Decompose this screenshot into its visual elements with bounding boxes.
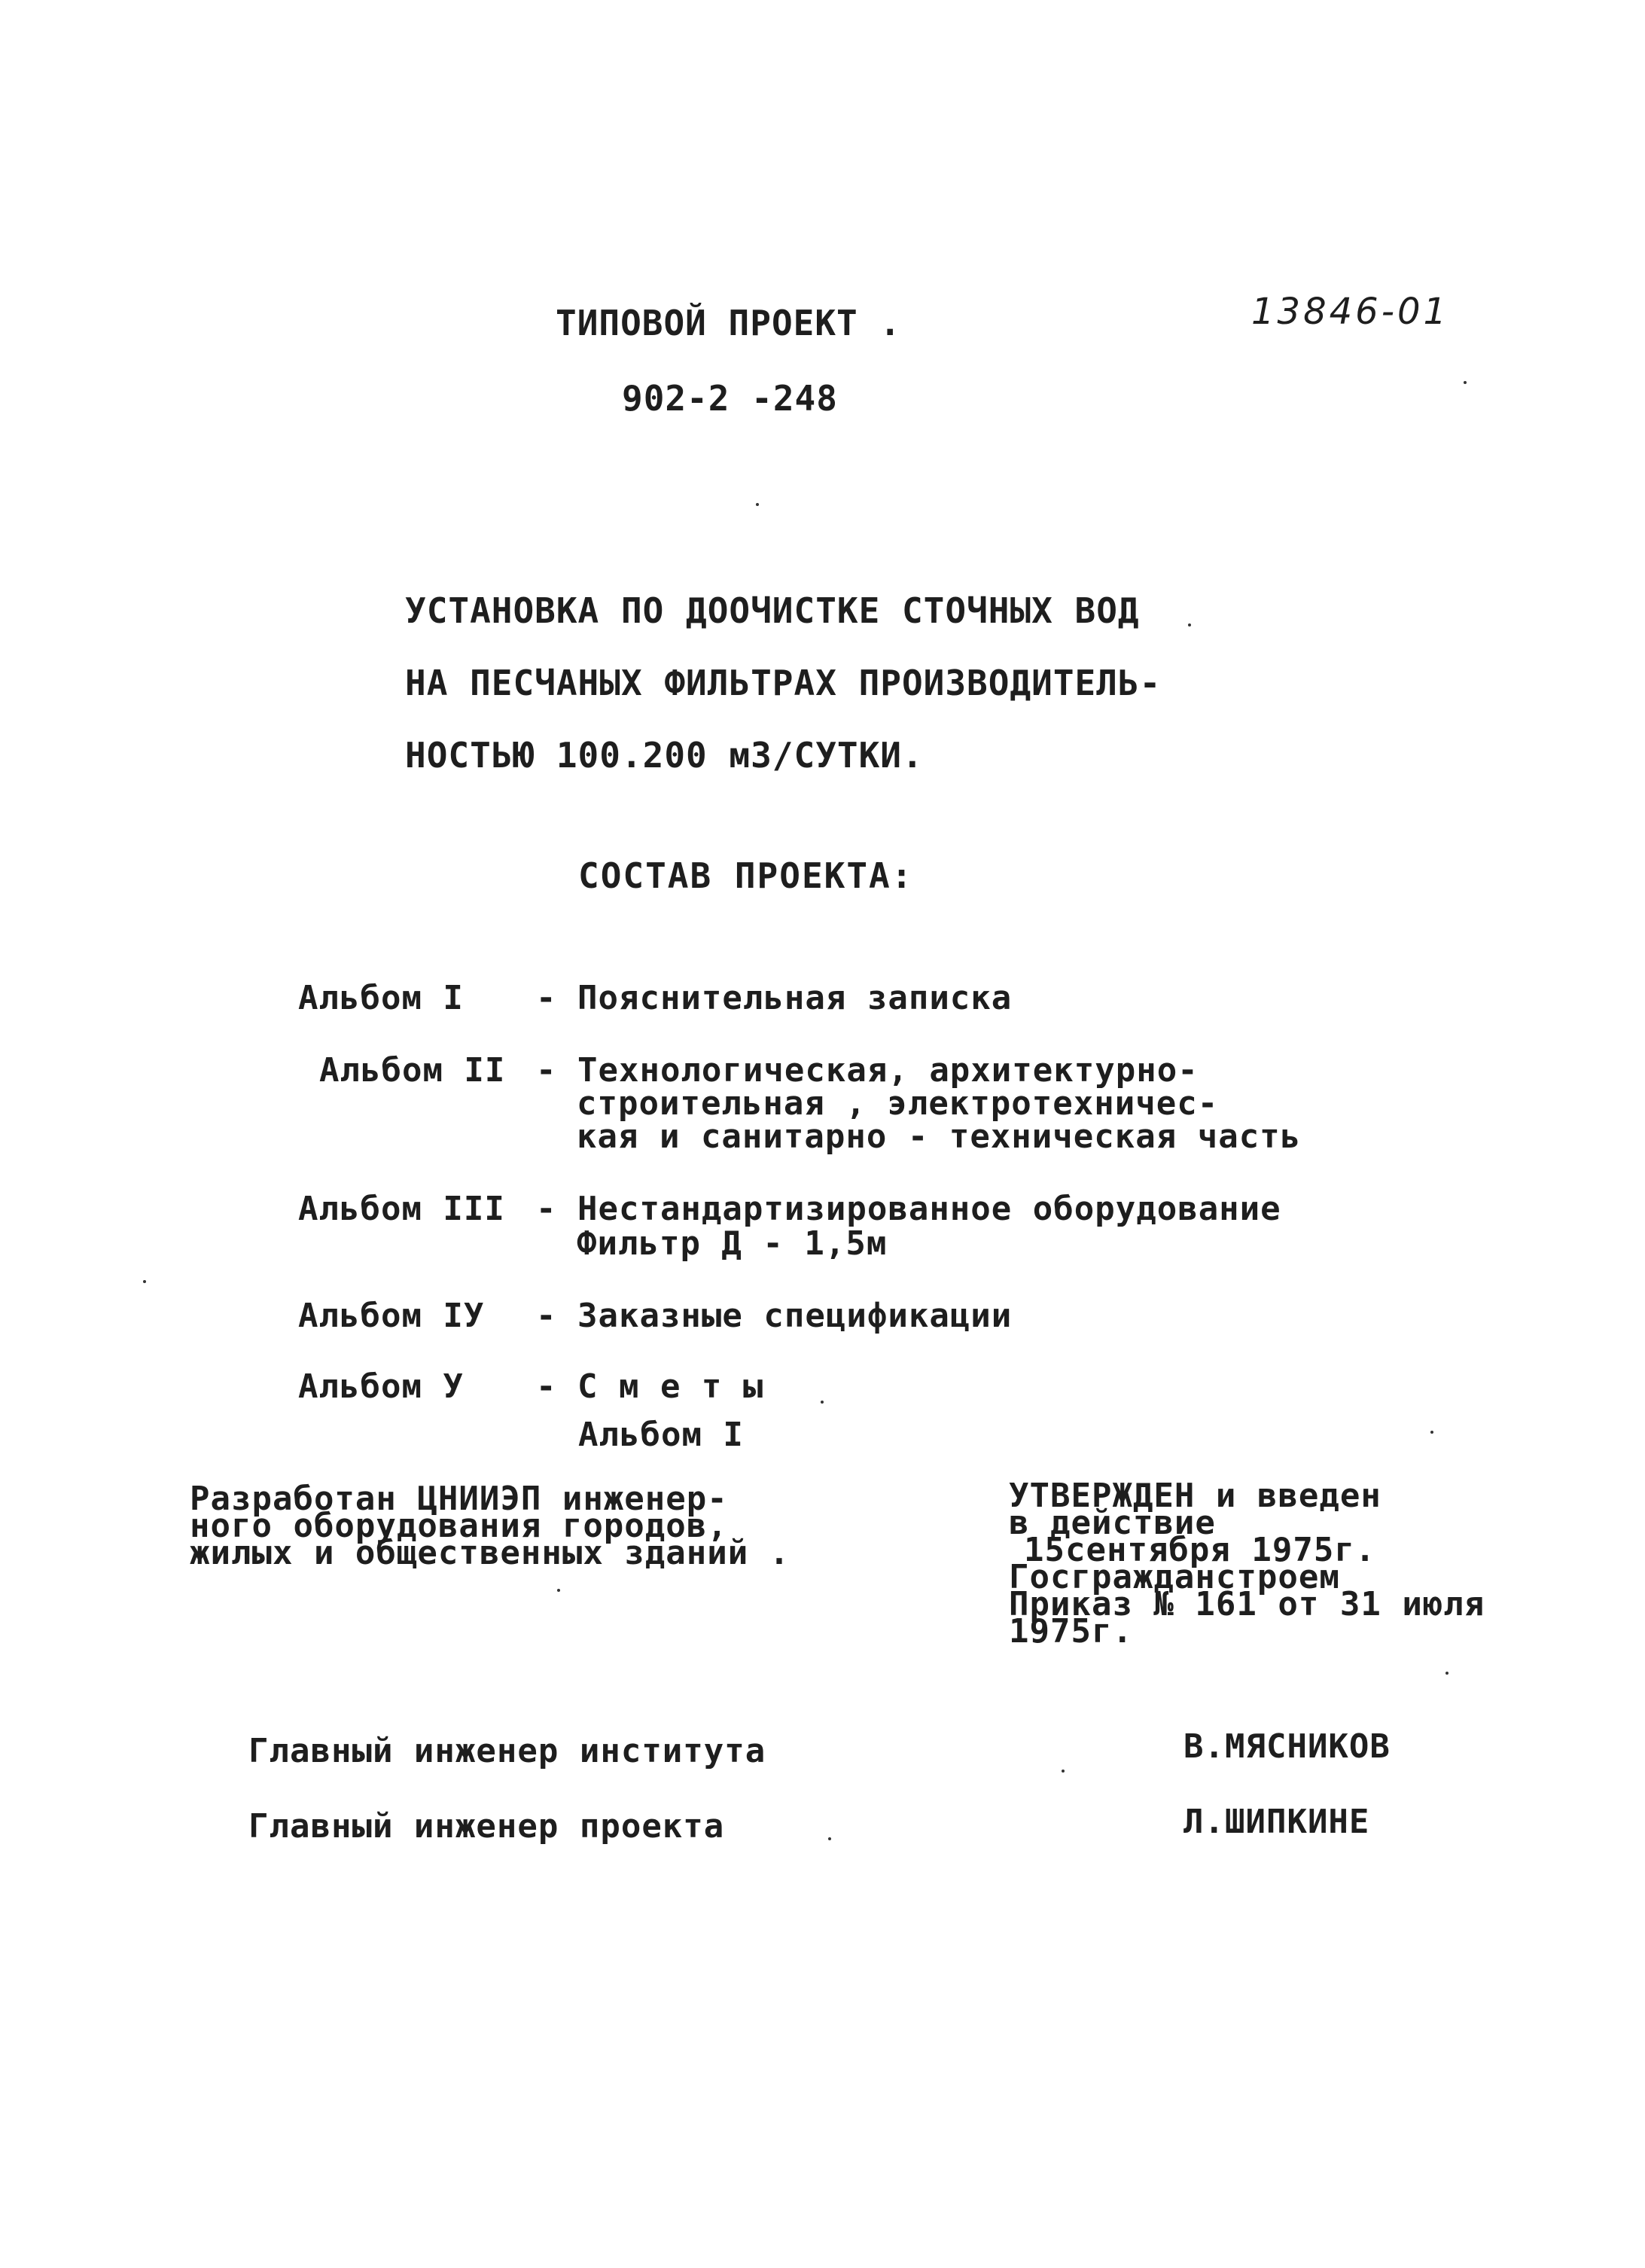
scan-speck <box>1445 1672 1449 1675</box>
approval-line: УТВЕРЖДЕН и введен <box>1009 1477 1381 1515</box>
album-description: - С м е т ы <box>536 1367 764 1406</box>
signature-name: В.МЯСНИКОВ <box>1183 1727 1391 1766</box>
developer-line: ного оборудования городов, <box>190 1507 728 1545</box>
approval-line: 15сентября 1975г. <box>1024 1531 1376 1569</box>
album-description: - Пояснительная записка <box>536 979 1013 1017</box>
doc-number: 902-2 -248 <box>622 378 838 419</box>
scan-speck <box>1464 381 1467 384</box>
scan-speck <box>828 1837 831 1840</box>
approval-line: Приказ № 161 от 31 июля <box>1009 1585 1485 1623</box>
signature-name: Л.ШИПКИНЕ <box>1183 1803 1370 1841</box>
album-description: Фильтр Д - 1,5м <box>577 1224 888 1263</box>
album-label: Альбом II <box>319 1051 506 1090</box>
scan-speck <box>756 503 759 506</box>
developer-line: жилых и общественных зданий . <box>190 1534 791 1572</box>
album-label: Альбом III <box>298 1190 505 1228</box>
album-description: - Заказные спецификации <box>536 1297 1013 1335</box>
scan-speck <box>143 1280 146 1283</box>
album-description: - Нестандартизированное оборудование <box>536 1190 1281 1228</box>
approval-line: 1975г. <box>1009 1612 1133 1651</box>
scan-speck <box>557 1589 560 1592</box>
album-description: кая и санитарно - техническая часть <box>577 1117 1302 1156</box>
album-label: Альбом У <box>298 1367 464 1406</box>
signature-role: Главный инженер института <box>248 1732 766 1770</box>
title-line: НОСТЬЮ 100.200 м3/СУТКИ. <box>405 735 924 776</box>
album-description: строительная , электротехничес- <box>577 1084 1219 1123</box>
scan-speck <box>1062 1770 1065 1773</box>
approval-line: Госгражданстроем <box>1009 1558 1340 1596</box>
archive-number: 13846-01 <box>1251 291 1450 333</box>
album-label: Альбом IУ <box>298 1297 485 1335</box>
scan-speck <box>1188 623 1191 626</box>
scan-speck <box>1430 1431 1433 1434</box>
composition-heading: СОСТАВ ПРОЕКТА: <box>578 855 914 896</box>
developer-line: Разработан ЦНИИЭП инженер- <box>190 1480 728 1518</box>
album-description: - Технологическая, архитектурно- <box>536 1051 1199 1090</box>
album-label: Альбом I <box>298 979 464 1017</box>
title-line: НА ПЕСЧАНЫХ ФИЛЬТРАХ ПРОИЗВОДИТЕЛЬ- <box>405 663 1162 703</box>
scan-speck <box>821 1401 824 1404</box>
approval-line: в действие <box>1009 1504 1216 1542</box>
signature-role: Главный инженер проекта <box>248 1807 725 1846</box>
album-description: Альбом I <box>578 1416 744 1454</box>
title-line: УСТАНОВКА ПО ДООЧИСТКЕ СТОЧНЫХ ВОД <box>405 590 1140 631</box>
doc-type-heading: ТИПОВОЙ ПРОЕКТ . <box>556 303 902 343</box>
